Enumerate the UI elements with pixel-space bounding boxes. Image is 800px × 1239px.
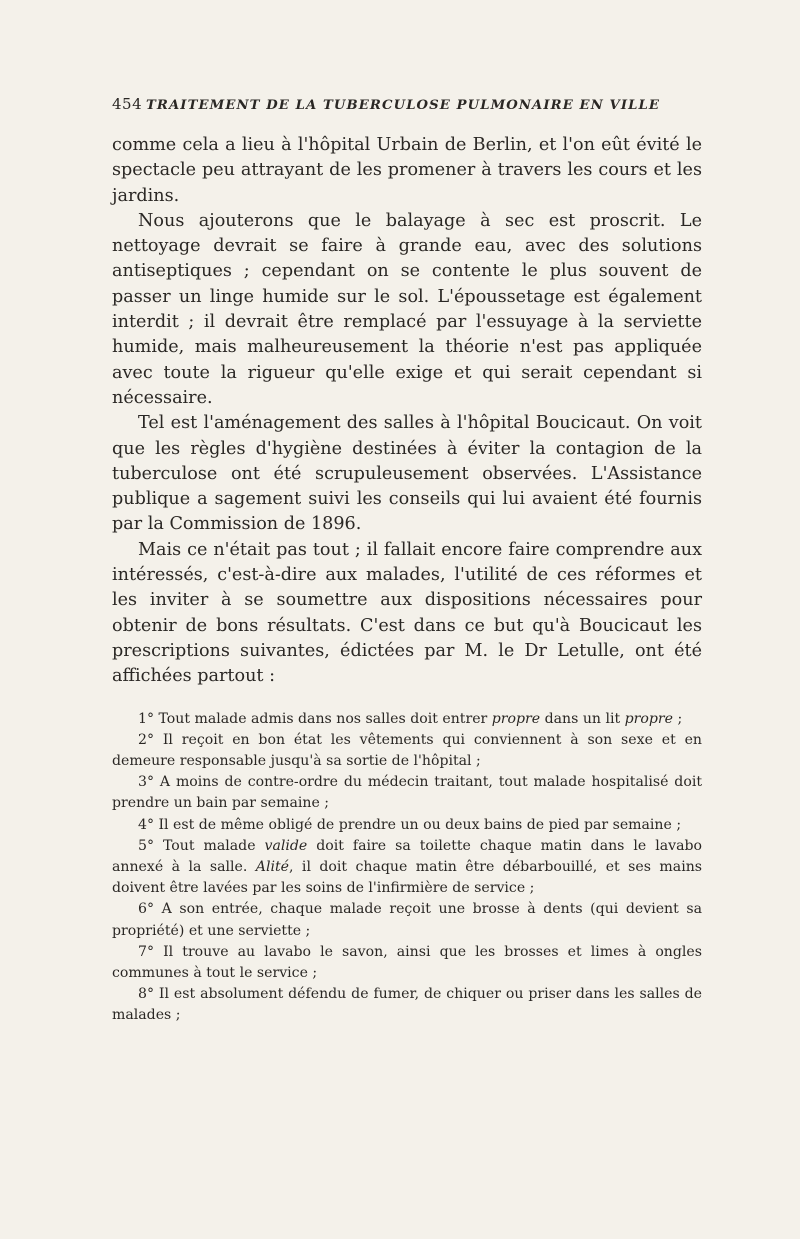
prescription-7: 7° Il trouve au lavabo le savon, ainsi que les brosses et limes à ongles communes à tout le service ;	[112, 943, 702, 981]
book-page	[112, 95, 702, 1027]
prescription-5-emphasis-2: Alité	[255, 858, 289, 875]
page-number: 454	[112, 95, 143, 113]
prescriptions-list	[112, 709, 702, 1027]
prescription-5-emphasis: valide	[264, 837, 308, 854]
prescription-5	[112, 836, 702, 900]
prescription-1-mid: dans un lit	[540, 710, 625, 727]
paragraph-cleaning: Nous ajouterons que le balayage à sec est proscrit. Le nettoyage devrait se faire à grande eau, avec des solutions antiseptiques ; cependant on se contente le plus souvent de passer un linge humide sur le sol. L'époussetage est également interdit ; il devrait être remplacé par l'essuyage à la serviette humide, mais malheureusement la théorie n'est pas appliquée avec toute la rigueur qu'elle exige et qui serait cependant si nécessaire.	[112, 210, 702, 408]
prescription-1	[112, 709, 702, 730]
paragraph-prescriptions-intro: Mais ce n'était pas tout ; il fallait encore faire comprendre aux intéressés, c'est-à-dire aux malades, l'utilité de ces réformes et les inviter à se soumettre aux dispositions nécessaires pour obtenir de bons résultats. C'est dans ce but qu'à Boucicaut les prescriptions suivantes, édictées par M. le Dr Letulle, ont été affichées partout :	[112, 539, 702, 687]
prescription-6: 6° A son entrée, chaque malade reçoit une brosse à dents (qui devient sa propriété) et une serviette ;	[112, 901, 702, 939]
running-title: TRAITEMENT DE LA TUBERCULOSE PULMONAIRE EN VILLE	[146, 98, 661, 113]
body-text	[112, 133, 702, 690]
prescription-8: 8° Il est absolument défendu de fumer, de chiquer ou priser dans les salles de malades ;	[112, 986, 702, 1024]
prescription-3: 3° A moins de contre-ordre du médecin traitant, tout malade hospitalisé doit prendre un bain par semaine ;	[112, 774, 702, 812]
prescription-2: 2° Il reçoit en bon état les vêtements qui conviennent à son sexe et en demeure responsable jusqu'à sa sortie de l'hôpital ;	[112, 731, 702, 769]
paragraph-continuation: comme cela a lieu à l'hôpital Urbain de Berlin, et l'on eût évité le spectacle peu attrayant de les promener à travers les cours et les jardins.	[112, 135, 702, 206]
prescription-1-emphasis-2: propre	[624, 710, 673, 727]
prescription-1-emphasis: propre	[491, 710, 541, 727]
prescription-1-lead: 1° Tout malade admis dans nos salles doit entrer	[138, 710, 492, 727]
prescription-1-tail: ;	[672, 710, 683, 727]
prescription-5-lead: 5° Tout malade	[138, 837, 265, 854]
prescription-5-tail: , il doit chaque matin être débarbouillé, et ses mains doivent être lavées par les soins de l'infirmière de service ;	[112, 858, 703, 897]
paragraph-boucicaut: Tel est l'aménagement des salles à l'hôpital Boucicaut. On voit que les règles d'hygiène destinées à éviter la contagion de la tuberculose ont été scrupuleusement observées. L'Assistance publique a sagement suivi les conseils qui lui avaient été fournis par la Commission de 1896.	[112, 413, 702, 535]
prescription-5-mid: doit faire sa toilette chaque matin dans le lavabo annexé à la salle.	[112, 837, 702, 875]
prescription-4: 4° Il est de même obligé de prendre un ou deux bains de pied par semaine ;	[138, 816, 682, 833]
running-header	[112, 95, 702, 119]
